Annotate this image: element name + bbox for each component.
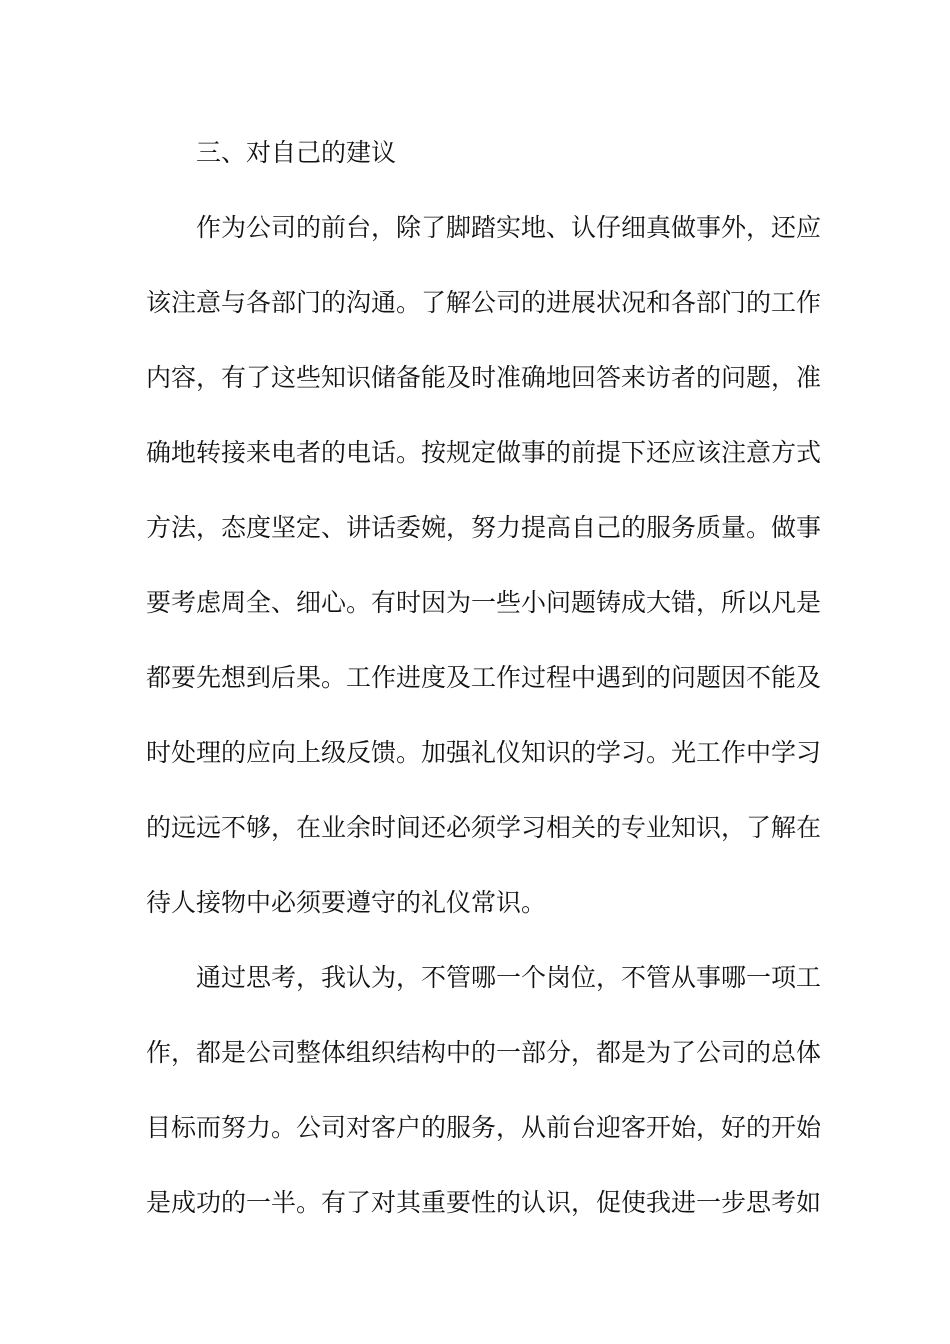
paragraph-line: 要考虑周全、细心。有时因为一些小问题铸成大错，所以凡是 [146,588,822,617]
paragraph-line: 是成功的一半。有了对其重要性的认识，促使我进一步思考如 [146,1188,822,1217]
document-body [146,131,822,1256]
paragraph-line: 目标而努力。公司对客户的服务，从前台迎客开始，好的开始 [146,1113,822,1142]
paragraph-2 [146,956,822,1256]
paragraph-line: 的远远不够，在业余时间还必须学习相关的专业知识，了解在 [146,813,822,842]
paragraph-line: 方法，态度坚定、讲话委婉，努力提高自己的服务质量。做事 [146,513,822,542]
paragraph-line: 作为公司的前台，除了脚踏实地、认仔细真做事外，还应 [196,213,822,242]
paragraph-1 [146,206,822,956]
heading-text: 三、对自己的建议 [196,138,397,167]
paragraph-line: 内容，有了这些知识储备能及时准确地回答来访者的问题，准 [146,363,822,392]
paragraph-line: 通过思考，我认为，不管哪一个岗位，不管从事哪一项工 [196,963,822,992]
paragraph-line: 作，都是公司整体组织结构中的一部分，都是为了公司的总体 [146,1038,822,1067]
section-heading [146,131,806,206]
paragraph-line: 时处理的应向上级反馈。加强礼仪知识的学习。光工作中学习 [146,738,822,767]
paragraph-line: 该注意与各部门的沟通。了解公司的进展状况和各部门的工作 [146,288,822,317]
paragraph-line: 都要先想到后果。工作进度及工作过程中遇到的问题因不能及 [146,663,822,692]
paragraph-line: 确地转接来电者的电话。按规定做事的前提下还应该注意方式 [146,438,822,467]
paragraph-line: 待人接物中必须要遵守的礼仪常识。 [146,888,547,917]
